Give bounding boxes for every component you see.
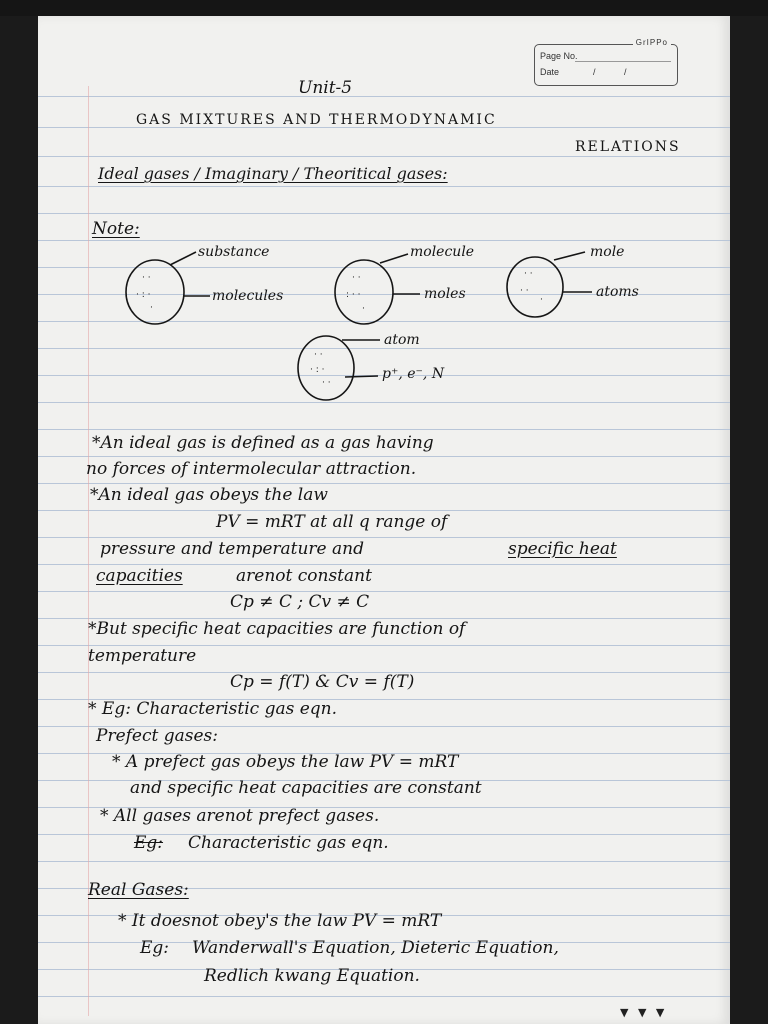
specific-heat-function-line2: temperature [88, 646, 197, 666]
perfect-line1: * A prefect gas obeys the law PV = mRT [112, 752, 459, 772]
molecule-label: molecule [410, 244, 475, 260]
ideal-def-line1: *An ideal gas is defined as a gas having [92, 433, 434, 453]
specific-heat-underlined: specific heat [508, 539, 617, 559]
perfect-gases-heading: Prefect gases: [96, 726, 218, 746]
capacities-underlined: capacities [96, 566, 183, 586]
svg-text:· ·: · · [314, 350, 323, 360]
date-label: Date [540, 67, 560, 77]
atoms-label: atoms [596, 284, 639, 300]
perfect-line4: Characteristic gas eqn. [188, 833, 389, 853]
perfect-eg-label: Eg: [134, 833, 164, 853]
perfect-line2: and specific heat capacities are constant [130, 778, 482, 798]
svg-text:· : ·: · : · [136, 290, 151, 300]
substance-pointer [170, 252, 196, 265]
ideal-law-line4: arenot constant [236, 566, 372, 586]
mole-circle [507, 257, 563, 317]
ideal-example-line: * Eg: Characteristic gas eqn. [88, 699, 338, 719]
real-eg-label: Eg: [140, 938, 170, 958]
svg-text:· ·: · · [524, 269, 533, 279]
cp-cv-function-equation: Cp = f(T) & Cv = f(T) [230, 672, 415, 692]
page-no-label: Page No. [540, 51, 578, 61]
chapter-title-line2: RELATIONS [575, 139, 681, 155]
svg-text:·: · [540, 295, 543, 305]
note-label: Note: [92, 219, 140, 239]
ideal-law-equation: PV = mRT at all q range of [216, 512, 448, 532]
real-line1: * It doesnot obey's the law PV = mRT [118, 911, 442, 931]
particles-pointer [345, 376, 378, 377]
substance-circle [126, 260, 184, 324]
molecule-pointer [380, 254, 408, 263]
svg-text:· ·: · · [352, 273, 361, 283]
unit-title: Unit-5 [298, 78, 353, 98]
svg-text:· ·: · · [520, 286, 529, 296]
svg-text:·: · [150, 303, 153, 313]
ideal-law-line3: pressure and temperature and [100, 539, 364, 559]
ideal-law-line1: *An ideal gas obeys the law [90, 485, 328, 505]
perfect-line3: * All gases arenot prefect gases. [100, 806, 380, 826]
atom-label: atom [384, 332, 420, 348]
footer-triangle-marks: ▼ ▼ ▼ [620, 1006, 668, 1019]
real-gases-heading: Real Gases: [88, 880, 189, 900]
date-separators: / / [593, 67, 627, 77]
particles-label: p⁺, e⁻, N [382, 366, 445, 382]
svg-text:·: · [362, 304, 365, 314]
molecules-label: molecules [212, 288, 284, 304]
mole-label: mole [590, 244, 625, 260]
svg-text:· ·: · · [322, 378, 331, 388]
mole-pointer [554, 252, 585, 260]
ideal-def-line2: no forces of intermolecular attraction. [86, 459, 417, 479]
specific-heat-function-line1: *But specific heat capacities are function of [88, 619, 466, 639]
stamp-brand: GrIPPo [633, 38, 671, 47]
substance-label: substance [198, 244, 270, 260]
real-line3: Redlich kwang Equation. [204, 966, 420, 986]
moles-label: moles [424, 286, 466, 302]
chapter-title-line1: GAS MIXTURES AND THERMODYNAMIC [136, 112, 497, 128]
atom-circle [298, 336, 354, 400]
molecule-circle [335, 260, 393, 324]
ideal-gases-heading: Ideal gases / Imaginary / Theoritical gases: [98, 164, 448, 183]
svg-text:: · ·: : · · [346, 290, 361, 300]
svg-text:· : ·: · : · [310, 365, 325, 375]
cp-cv-inequality: Cp ≠ C ; Cv ≠ C [230, 592, 370, 612]
svg-text:· ·: · · [142, 273, 151, 283]
real-line2: Wanderwall's Equation, Dieteric Equation, [192, 938, 559, 958]
